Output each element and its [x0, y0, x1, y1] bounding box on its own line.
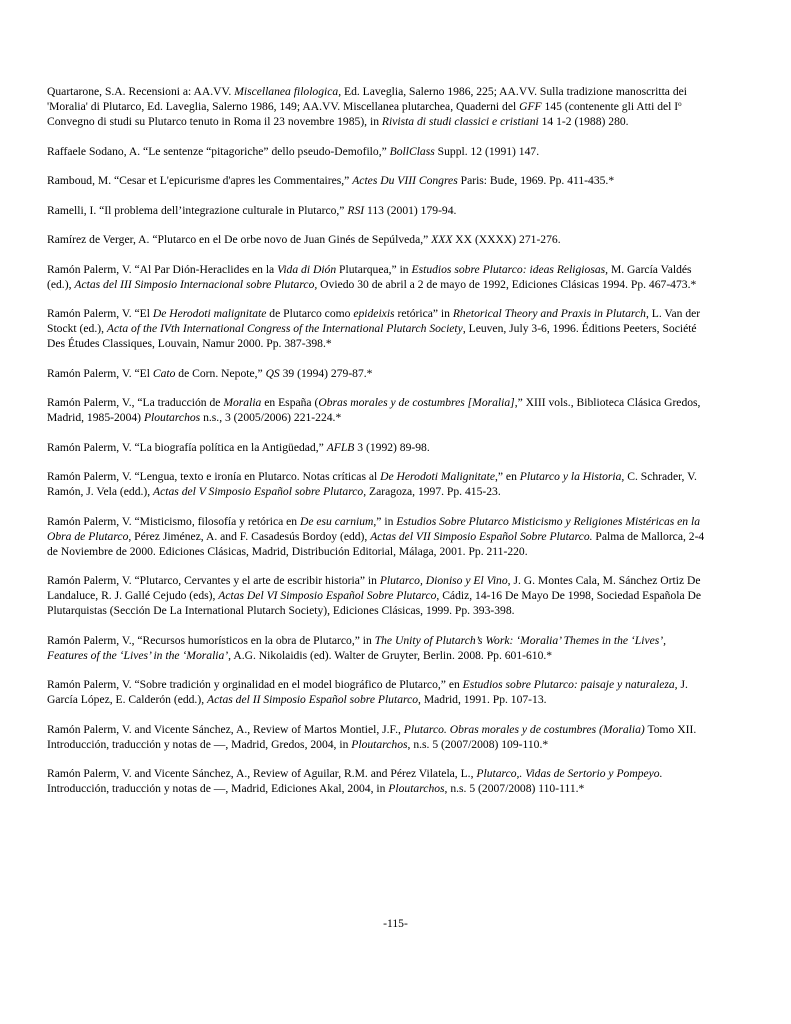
bibliography-entry — [47, 232, 707, 247]
entry-text: , Ed. Laveglia, Salerno 1986, 225; AA.VV. Sulla tradizione manoscritta dei 'Moralia' di Plutarco, Ed. Laveglia, Salerno 1986, 149; AA.VV. Miscellanea plutarchea, Quaderni del — [47, 85, 688, 113]
entry-text: Ramón Palerm, V. “Al Par Dión-Heraclides en la — [47, 262, 278, 276]
entry-text: Ramboud, M. “Cesar et L'epicurisme d'apres les Commentaires,” — [47, 174, 353, 187]
entry-text: n.s., 3 (2005/2006) 221-224.* — [200, 411, 342, 424]
bibliography-entry — [47, 677, 707, 707]
bibliography-entry — [47, 203, 707, 218]
italic-title: Plutarco, Dioniso y El Vino — [379, 574, 508, 587]
italic-title: Ploutarchos — [143, 411, 201, 424]
entry-text: Ramón Palerm, V. and Vicente Sánchez, A., Review of Aguilar, R.M. and Pérez Vilatela, L., — [47, 767, 477, 780]
entry-text: M. García Valdés (ed.), — [47, 262, 692, 291]
entry-text: 14 1-2 (1988) 280. — [538, 115, 629, 128]
entry-text: Quartarone, S.A. Recensioni a: AA.VV. — [47, 85, 235, 98]
entry-text: C. Schrader, V. Ramón, J. Vela (edd.), — [47, 470, 697, 498]
italic-title: Estudios sobre Plutarco: ideas Religiosas, — [411, 262, 609, 276]
entry-text: de Plutarco como — [266, 307, 354, 320]
entry-text: J. García López, E. Calderón (edd.), — [47, 678, 688, 706]
bibliography-entry — [47, 440, 707, 455]
italic-title: Plutarco. Obras morales y de costumbres (Moralia) — [403, 722, 645, 736]
italic-title: epideixis — [353, 307, 395, 320]
entry-text: Ramón Palerm, V. and Vicente Sánchez, A., Review of Martos Montiel, J.F., — [47, 722, 404, 736]
italic-title: Ploutarchos — [388, 782, 445, 795]
superscript-text: o — [678, 100, 682, 108]
entry-text: ,” in — [373, 514, 397, 528]
entry-text: 3 (1992) 89-98. — [354, 440, 430, 454]
bibliography-entry — [47, 395, 707, 425]
italic-title: Obras morales y de costumbres [Moralia] — [318, 396, 515, 409]
entry-text: Ramón Palerm, V. “La biografía política en la Antigüedad,” — [47, 440, 327, 454]
bibliography-entry — [47, 306, 707, 351]
entry-text: XX (XXXX) 271-276. — [452, 233, 561, 246]
bibliography-entry — [47, 766, 707, 796]
entry-text: Suppl. 12 (1991) 147. — [434, 144, 540, 158]
entry-text: ,” XIII vols., Biblioteca Clásica Gredos, Madrid, 1985-2004) — [47, 396, 701, 424]
italic-title: Actes Du VIII Congres — [352, 174, 458, 187]
italic-title: GFF — [519, 100, 542, 113]
entry-text: Tomo XII. Introducción, traducción y notas de —, Madrid, Gredos, 2004, in — [47, 722, 697, 751]
entry-text: Oviedo 30 de abril a 2 de mayo de 1992, Ediciones Clásicas 1994. Pp. 467-473.* — [317, 277, 697, 291]
entry-text: 39 (1994) 279-87.* — [279, 366, 373, 380]
italic-title: Actas del III Simposio Internacional sobre Plutarco, — [74, 277, 318, 291]
entry-text: , Pérez Jiménez, A. and F. Casadesús Bordoy (edd), — [128, 529, 371, 543]
bibliography-entry — [47, 144, 707, 159]
bibliography-entry — [47, 722, 707, 752]
bibliography-list — [47, 84, 707, 811]
entry-text: Introducción, traducción y notas de —, Madrid, Ediciones Akal, 2004, in — [47, 782, 389, 795]
entry-text: 113 (2001) 179-94. — [364, 203, 457, 217]
entry-text: Ramón Palerm, V. “Lengua, texto e ironía en Plutarco. Notas críticas al — [47, 470, 381, 483]
bibliography-entry — [47, 573, 707, 618]
entry-text: , A.G. Nikolaidis (ed). Walter de Gruyter, Berlin. 2008. Pp. 601-610.* — [228, 648, 553, 662]
italic-title: Moralia — [223, 396, 262, 409]
entry-text: ,” en — [494, 470, 520, 483]
entry-text: , Leuven, July 3-6, 1996. Éditions Peeters, Société Des Études Classiques, Louvain, Namur 2000. Pp. 387-398.* — [47, 322, 697, 350]
italic-title: AFLB — [326, 440, 355, 454]
bibliography-entry — [47, 469, 707, 499]
bibliography-entry — [47, 366, 707, 381]
bibliography-entry — [47, 173, 707, 188]
entry-text: , n.s. 5 (2007/2008) 110-111.* — [444, 782, 585, 795]
entry-text: , n.s. 5 (2007/2008) 109-110.* — [407, 737, 549, 751]
italic-title: Cato — [152, 366, 176, 380]
italic-title: BollClass — [389, 144, 435, 158]
entry-text: Ramón Palerm, V. “Plutarco, Cervantes y el arte de escribir historia” in — [47, 574, 380, 587]
entry-text: , L. Van der Stockt (ed.), — [47, 307, 701, 335]
italic-title: De Herodoti malignitate — [152, 307, 267, 320]
italic-title: Acta of the IVth International Congress of the International Plutarch Society — [106, 322, 463, 335]
bibliography-entry — [47, 84, 707, 129]
italic-title: Estudios sobre Plutarco: paisaje y naturaleza, — [462, 678, 678, 691]
italic-title: Plutarco,. Vidas de Sertorio y Pompeyo. — [476, 767, 663, 780]
entry-text: Ramón Palerm, V. “Misticismo, filosofía y retórica en — [47, 514, 300, 528]
italic-title: De esu carnium — [299, 514, 374, 528]
entry-text: 145 (contenente gli Atti del I — [541, 100, 679, 113]
entry-text: retórica” in — [394, 307, 453, 320]
entry-text: Raffaele Sodano, A. “Le sentenze “pitagoriche” dello pseudo-Demofilo,” — [47, 144, 390, 158]
entry-text: Ramelli, I. “Il problema dell’integrazione culturale in Plutarco,” — [47, 203, 348, 217]
entry-text: Ramírez de Verger, A. “Plutarco en el De orbe novo de Juan Ginés de Sepúlveda,” — [47, 233, 432, 246]
page-number: -115- — [383, 917, 408, 930]
italic-title: Rhetorical Theory and Praxis in Plutarch — [452, 307, 646, 320]
bibliography-entry — [47, 262, 707, 292]
entry-text: , J. G. Montes Cala, M. Sánchez Ortiz De Landaluce, R. J. Gallé Cejudo (eds), — [47, 574, 701, 602]
italic-title: Estudios Sobre Plutarco Misticismo y Religiones Mistéricas en la Obra de Plutarco — [47, 514, 701, 543]
entry-text: , Madrid, 1991. Pp. 107-13. — [418, 693, 547, 706]
bibliography-entry — [47, 514, 707, 559]
bibliography-entry — [47, 633, 707, 663]
entry-text: Ramón Palerm, V., “La traducción de — [47, 396, 224, 409]
entry-text: , Zaragoza, 1997. Pp. 415-23. — [363, 485, 501, 498]
italic-title: Actas del V Simposio Español sobre Plutarco — [153, 485, 364, 498]
italic-title: Ploutarchos — [351, 737, 408, 751]
italic-title: De Herodoti Malignitate — [380, 470, 495, 483]
entry-text: Plutarquea,” in — [336, 262, 412, 276]
italic-title: Miscellanea filologica — [234, 85, 339, 98]
italic-title: Plutarco y la Historia, — [519, 470, 625, 483]
entry-text: Ramón Palerm, V. “Sobre tradición y orginalidad en el model biográfico de Plutarco,” en — [47, 678, 463, 691]
entry-text: en España ( — [261, 396, 319, 409]
entry-text: Ramón Palerm, V. “El — [47, 366, 153, 380]
italic-title: QS — [265, 366, 280, 380]
entry-text: Ramón Palerm, V., “Recursos humorísticos en la obra de Plutarco,” in — [47, 633, 375, 647]
italic-title: Rivista di studi classici e cristiani — [381, 115, 539, 128]
entry-text: Paris: Bude, 1969. Pp. 411-435.* — [457, 174, 615, 187]
entry-text: Ramón Palerm, V. “El — [47, 307, 153, 320]
entry-text: , Cádiz, 14-16 De Mayo De 1998, Sociedad Española De Plutarquistas (Sección De La International Plutarch Society), Ediciones Clásicas, 1999. Pp. 393-398. — [47, 589, 702, 617]
italic-title: The Unity of Plutarch’s Work: ‘Moralia’ Themes in the ‘Lives’, Features of the ‘Lives’ in the ‘Moralia’ — [47, 633, 667, 662]
entry-text: de Corn. Nepote,” — [175, 366, 266, 380]
italic-title: XXX — [431, 233, 453, 246]
italic-title: Actas del II Simposio Español sobre Plutarco — [207, 693, 419, 706]
italic-title: Actas Del VI Simposio Español Sobre Plutarco — [218, 589, 437, 602]
italic-title: Vida di Dión — [277, 262, 337, 276]
entry-text: Palma de Mallorca, 2-4 de Noviembre de 2000. Ediciones Clásicas, Madrid, Distribución Editorial, Málaga, 2001. Pp. 211-220. — [47, 529, 705, 558]
entry-text: Convegno di studi su Plutarco tenuto in Roma il 23 novembre 1985), in — [47, 115, 382, 128]
italic-title: RSI — [347, 203, 365, 217]
italic-title: Actas del VII Simposio Español Sobre Plutarco. — [370, 529, 593, 543]
